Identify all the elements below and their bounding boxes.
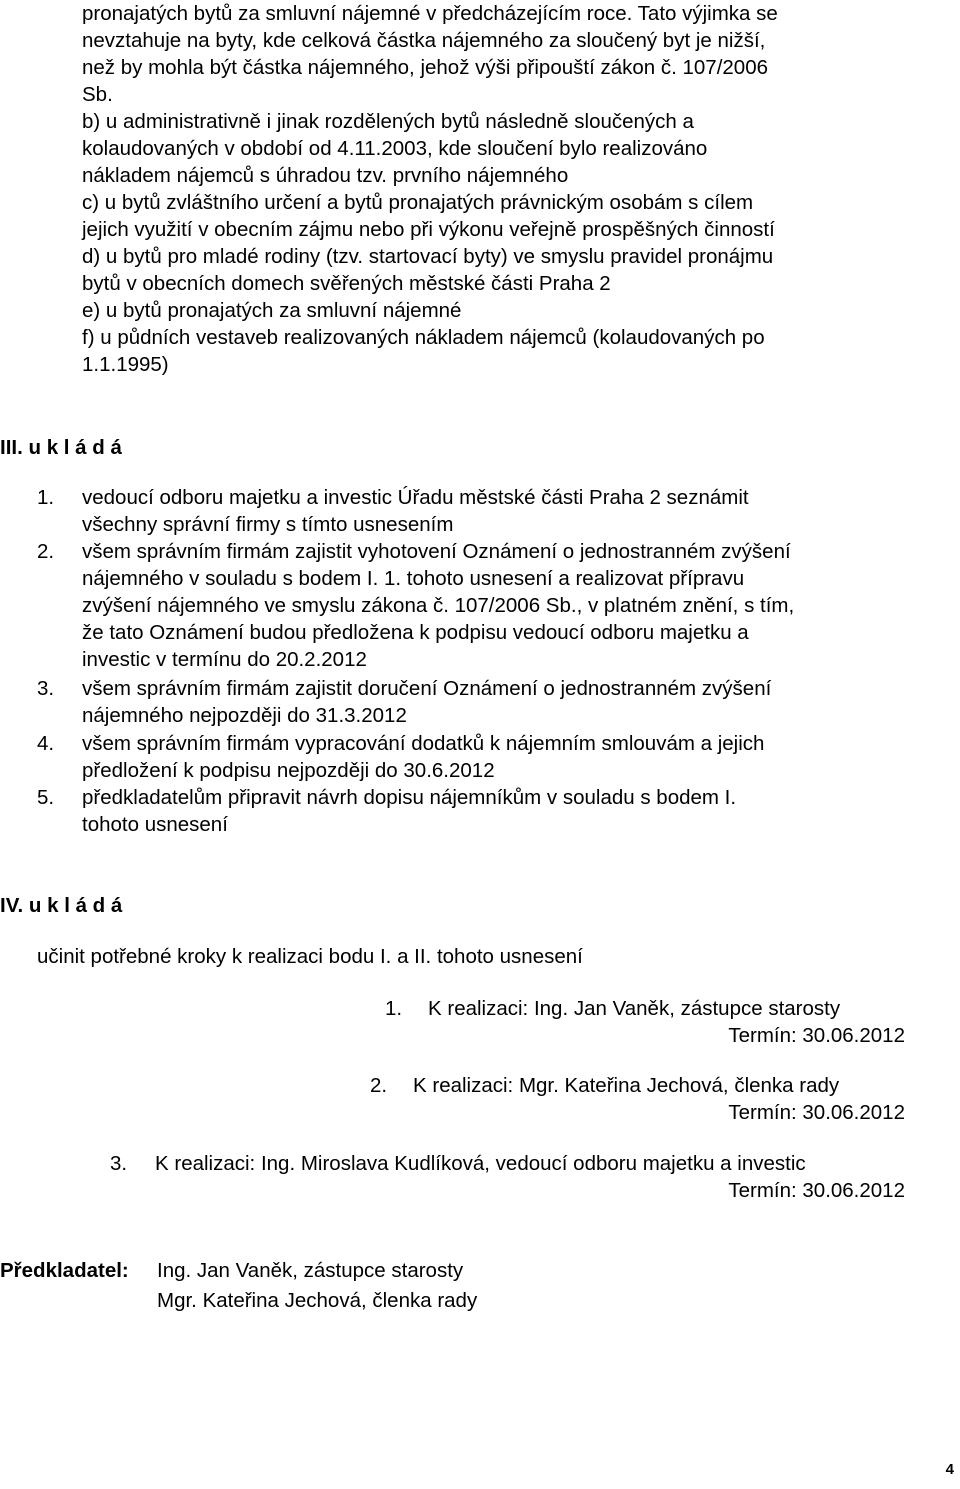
realization-text: K realizaci: Ing. Jan Vaněk, zástupce starosty (428, 997, 841, 1020)
list-item-line: předkladatelům připravit návrh dopisu nájemníkům v souladu s bodem I. (82, 786, 737, 809)
list-item-line: zvýšení nájemného ve smyslu zákona č. 107/2006 Sb., v platném znění, s tím, (82, 594, 795, 617)
realization-term: Termín: 30.06.2012 (728, 1179, 905, 1202)
intro-line: Sb. (82, 83, 113, 106)
list-item-number: 3. (37, 677, 55, 700)
realization-number: 3. (110, 1152, 128, 1175)
section-iv-text: učinit potřebné kroky k realizaci bodu I. a II. tohoto usnesení (37, 945, 583, 968)
realization-text: K realizaci: Ing. Miroslava Kudlíková, vedoucí odboru majetku a investic (155, 1152, 806, 1175)
intro-line: f) u půdních vestaveb realizovaných nákladem nájemců (kolaudovaných po (82, 326, 765, 349)
list-item-line: tohoto usnesení (82, 813, 228, 836)
list-item-number: 5. (37, 786, 55, 809)
list-item-line: všem správním firmám zajistit doručení Oznámení o jednostranném zvýšení (82, 677, 772, 700)
intro-line: jejich využití v obecním zájmu nebo při výkonu veřejně prospěšných činností (82, 218, 775, 241)
list-item-line: investic v termínu do 20.2.2012 (82, 648, 367, 671)
realization-text: K realizaci: Mgr. Kateřina Jechová, členka rady (413, 1074, 840, 1097)
submitter-name: Mgr. Kateřina Jechová, členka rady (157, 1289, 478, 1312)
list-item-line: nájemného v souladu s bodem I. 1. tohoto usnesení a realizovat přípravu (82, 567, 745, 590)
intro-line: pronajatých bytů za smluvní nájemné v předcházejícím roce. Tato výjimka se (82, 2, 778, 25)
intro-line: e) u bytů pronajatých za smluvní nájemné (82, 299, 462, 322)
list-item-line: všem správním firmám vypracování dodatků k nájemním smlouvám a jejich (82, 732, 765, 755)
intro-line: d) u bytů pro mladé rodiny (tzv. startovací byty) ve smyslu pravidel pronájmu (82, 245, 774, 268)
realization-number: 1. (385, 997, 403, 1020)
intro-line: nákladem nájemců s úhradou tzv. prvního nájemného (82, 164, 569, 187)
intro-line: bytů v obecních domech svěřených městské části Praha 2 (82, 272, 611, 295)
list-item-line: předložení k podpisu nejpozději do 30.6.2012 (82, 759, 495, 782)
intro-line: nevztahuje na byty, kde celková částka nájemného za sloučený byt je nižší, (82, 29, 766, 52)
list-item-line: všechny správní firmy s tímto usnesením (82, 513, 454, 536)
intro-line: b) u administrativně i jinak rozdělených bytů následně sloučených a (82, 110, 694, 133)
list-item-line: nájemného nejpozději do 31.3.2012 (82, 704, 407, 727)
intro-line: než by mohla být částka nájemného, jehož výši připouští zákon č. 107/2006 (82, 56, 769, 79)
intro-line: 1.1.1995) (82, 353, 169, 376)
realization-term: Termín: 30.06.2012 (728, 1024, 905, 1047)
list-item-number: 4. (37, 732, 55, 755)
list-item-line: všem správním firmám zajistit vyhotovení Oznámení o jednostranném zvýšení (82, 540, 791, 563)
realization-term: Termín: 30.06.2012 (728, 1101, 905, 1124)
intro-line: c) u bytů zvláštního určení a bytů pronajatých právnickým osobám s cílem (82, 191, 754, 214)
section-iii-heading: III. u k l á d á (0, 436, 122, 459)
realization-number: 2. (370, 1074, 388, 1097)
section-iv-heading: IV. u k l á d á (0, 894, 123, 917)
list-item-line: že tato Oznámení budou předložena k podpisu vedoucí odboru majetku a (82, 621, 749, 644)
submitter-name: Ing. Jan Vaněk, zástupce starosty (157, 1259, 464, 1282)
list-item-number: 2. (37, 540, 55, 563)
list-item-number: 1. (37, 486, 55, 509)
list-item-line: vedoucí odboru majetku a investic Úřadu městské části Praha 2 seznámit (82, 486, 749, 509)
page-number: 4 (945, 1461, 954, 1478)
intro-line: kolaudovaných v období od 4.11.2003, kde sloučení bylo realizováno (82, 137, 708, 160)
submitter-label: Předkladatel: (0, 1259, 129, 1282)
